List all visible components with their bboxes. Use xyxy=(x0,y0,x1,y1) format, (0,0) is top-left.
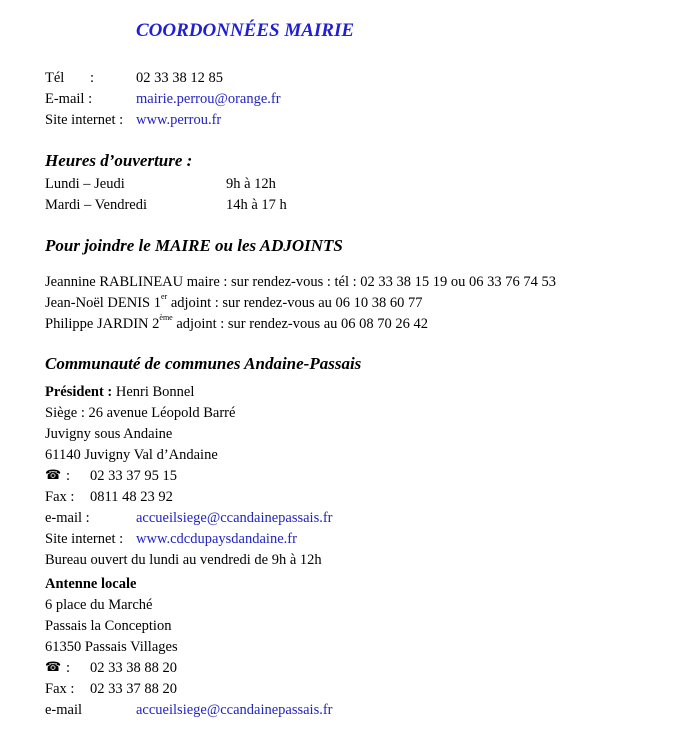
tel-label: Tél xyxy=(45,70,65,86)
antenne-fax-label: Fax : xyxy=(45,681,75,697)
cc-phone-value: 02 33 37 95 15 xyxy=(90,468,177,484)
antenne-phone-value: 02 33 38 88 20 xyxy=(90,660,177,676)
antenne-email-link[interactable]: accueilsiege@ccandainepassais.fr xyxy=(136,702,333,718)
email-label: E-mail : xyxy=(45,91,93,107)
president-name: Henri Bonnel xyxy=(112,384,195,400)
antenne-phone-separator: : xyxy=(66,660,71,676)
contact-adjoint-1 xyxy=(45,293,423,313)
communaute-heading: Communauté de communes Andaine-Passais xyxy=(45,354,362,373)
adjoint-2-rest: adjoint : sur rendez-vous au 06 08 70 26 42 xyxy=(172,316,429,332)
adjoint-2-name: Philippe JARDIN 2 xyxy=(45,316,160,332)
cc-fax-value: 0811 48 23 92 xyxy=(90,489,173,505)
siege-city-2: 61140 Juvigny Val d’Andaine xyxy=(45,447,218,463)
hours-days-1: Lundi – Jeudi xyxy=(45,176,125,192)
tel-separator: : xyxy=(90,70,95,86)
president-line xyxy=(45,382,194,402)
cc-email-label: e-mail : xyxy=(45,510,90,526)
cc-office-hours: Bureau ouvert du lundi au vendredi de 9h à 12h xyxy=(45,552,322,568)
hours-time-2: 14h à 17 h xyxy=(226,197,287,213)
tel-value: 02 33 38 12 85 xyxy=(136,70,223,86)
telephone-icon: ☎ xyxy=(45,660,62,675)
adjoint-1-name: Jean-Noël DENIS 1 xyxy=(45,295,161,311)
telephone-icon: ☎ xyxy=(45,468,62,483)
page-title: COORDONNÉES MAIRIE xyxy=(136,20,355,41)
antenne-address-2: Passais la Conception xyxy=(45,618,172,634)
mairie-email-link[interactable]: mairie.perrou@orange.fr xyxy=(136,91,281,107)
cc-fax-label: Fax : xyxy=(45,489,75,505)
cc-phone-separator: : xyxy=(66,468,71,484)
siege-city-1: Juvigny sous Andaine xyxy=(45,426,173,442)
contact-heading: Pour joindre le MAIRE ou les ADJOINTS xyxy=(45,236,343,255)
mairie-site-link[interactable]: www.perrou.fr xyxy=(136,112,222,128)
adjoint-1-sup: er xyxy=(160,292,168,302)
antenne-address-1: 6 place du Marché xyxy=(45,597,153,613)
antenne-address-3: 61350 Passais Villages xyxy=(45,639,178,655)
antenne-fax-value: 02 33 37 88 20 xyxy=(90,681,177,697)
antenne-heading: Antenne locale xyxy=(45,576,137,592)
cc-site-link[interactable]: www.cdcdupaysdandaine.fr xyxy=(136,531,297,547)
site-label: Site internet : xyxy=(45,112,124,128)
antenne-email-label: e-mail xyxy=(45,702,83,718)
contact-maire: Jeannine RABLINEAU maire : sur rendez-vous : tél : 02 33 38 15 19 ou 06 33 76 74 53 xyxy=(45,274,557,290)
adjoint-2-sup: ème xyxy=(159,313,173,323)
hours-time-1: 9h à 12h xyxy=(226,176,276,192)
hours-heading: Heures d’ouverture : xyxy=(45,151,193,170)
hours-days-2: Mardi – Vendredi xyxy=(45,197,148,213)
siege-address: Siège : 26 avenue Léopold Barré xyxy=(45,405,236,421)
cc-email-link[interactable]: accueilsiege@ccandainepassais.fr xyxy=(136,510,333,526)
adjoint-1-rest: adjoint : sur rendez-vous au 06 10 38 60 77 xyxy=(167,295,423,311)
contact-adjoint-2 xyxy=(45,314,428,334)
cc-site-label: Site internet : xyxy=(45,531,124,547)
president-label: Président : xyxy=(45,384,113,400)
